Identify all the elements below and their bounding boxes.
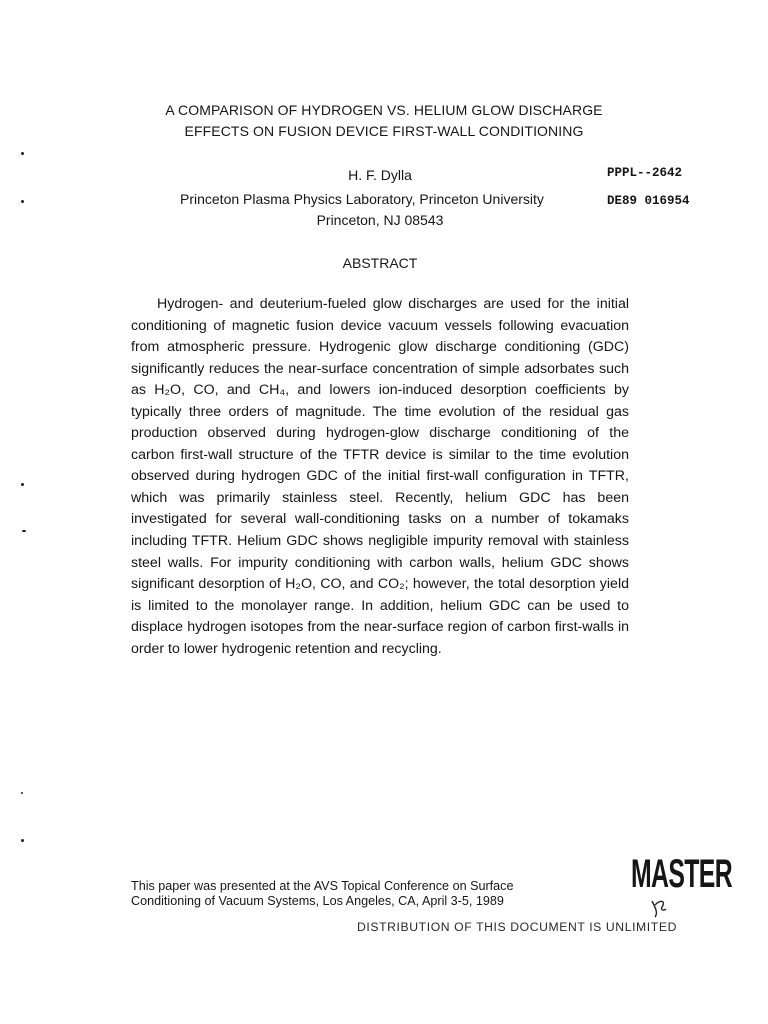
author-address: Princeton, NJ 08543: [316, 212, 444, 228]
author-affiliation: Princeton Plasma Physics Laboratory, Princeton University: [180, 191, 544, 207]
handwritten-initials-mark: [646, 895, 672, 921]
margin-mark: [21, 792, 23, 794]
master-stamp: MASTER: [631, 852, 732, 896]
author-name: H. F. Dylla: [348, 167, 412, 183]
margin-mark: [22, 530, 26, 532]
abstract-heading: ABSTRACT: [342, 255, 418, 271]
margin-mark: [21, 200, 24, 203]
paper-title-line1: A COMPARISON OF HYDROGEN VS. HELIUM GLOW DISCHARGE: [165, 102, 603, 118]
presentation-note-line1: This paper was presented at the AVS Topical Conference on Surface: [131, 879, 514, 893]
margin-mark: [21, 483, 24, 486]
margin-mark: [21, 839, 24, 842]
de-number: DE89 016954: [607, 194, 690, 208]
margin-mark: [21, 152, 24, 155]
distribution-stamp: DISTRIBUTION OF THIS DOCUMENT IS UNLIMITED: [357, 920, 677, 934]
abstract-text: Hydrogen- and deuterium-fueled glow discharges are used for the initial conditioning of magnetic fusion device vacuum vessels following evacuation from atmospheric pressure. Hydrogenic glow discharge conditioning (GDC) significantly reduces the near-surface concentration of simple adsorbates such as H₂O, CO, and CH₄, and lowers ion-induced desorption coefficients by typically three orders of magnitude. The time evolution of the residual gas production observed during hydrogen-glow discharge conditioning of the carbon first-wall structure of the TFTR device is similar to the time evolution observed during hydrogen GDC of the initial first-wall configuration in TFTR, which was primarily stainless steel. Recently, helium GDC has been investigated for several wall-conditioning tasks on a number of tokamaks including TFTR. Helium GDC shows negligible impurity removal with stainless steel walls. For impurity conditioning with carbon walls, helium GDC shows significant desorption of H₂O, CO, and CO₂; however, the total desorption yield is limited to the monolayer range. In addition, helium GDC can be used to displace hydrogen isotopes from the near-surface region of carbon first-walls in order to lower hydrogenic retention and recycling.: [131, 296, 629, 657]
abstract-body: [131, 294, 629, 660]
report-number: PPPL--2642: [607, 166, 683, 180]
paper-title-line2: EFFECTS ON FUSION DEVICE FIRST-WALL CONDITIONING: [184, 123, 584, 139]
presentation-note-line2: Conditioning of Vacuum Systems, Los Angeles, CA, April 3-5, 1989: [131, 894, 504, 908]
